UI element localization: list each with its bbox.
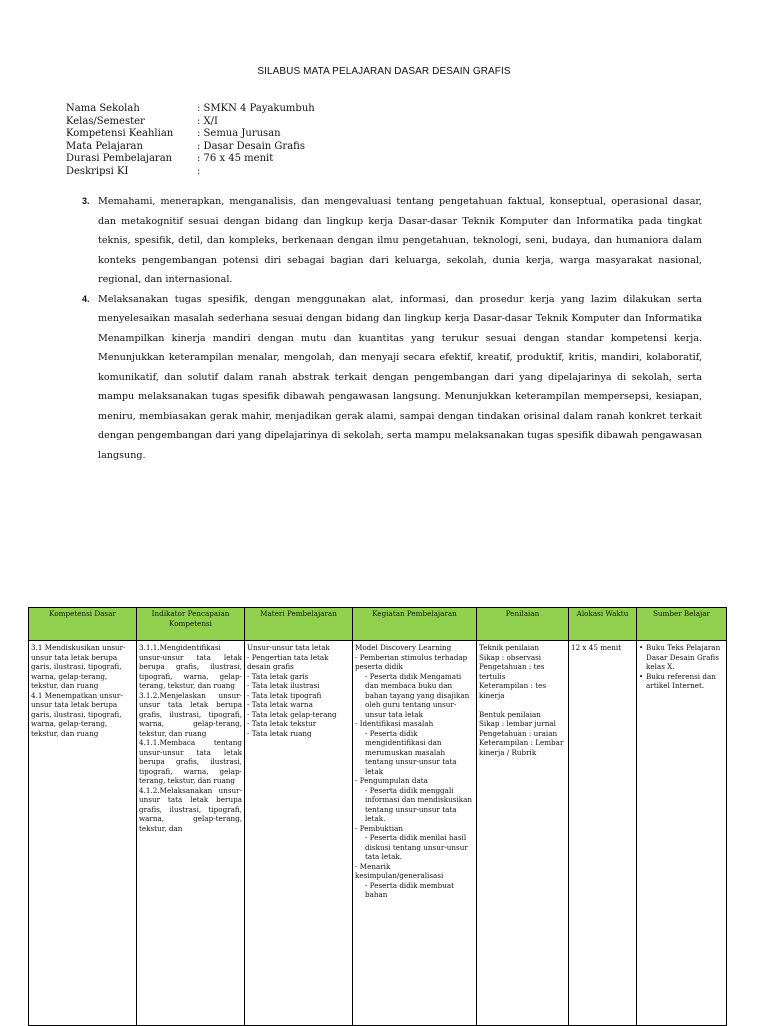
cell-penilaian — [477, 641, 569, 1026]
kd-item: 3.1 Mendiskusikan unsur-unsur tata letak berupa garis, ilustrasi, tipografi, warna, gelap-terang, tekstur, dan ruang — [31, 643, 126, 690]
sumber-item: • Buku Teks Pelajaran Dasar Desain Grafis kelas X. — [639, 643, 724, 672]
materi-item: - Pengertian tata letak desain grafis — [247, 653, 350, 672]
header-indikator: Indikator Pencapaian Kompetensi — [137, 608, 245, 641]
info-label: Kelas/Semester — [66, 115, 145, 127]
materi-list — [247, 653, 350, 739]
materi-item: - Tata letak gelap-terang — [247, 710, 350, 720]
materi-item: - Tata letak tipografi — [247, 691, 350, 701]
cell-materi — [245, 641, 353, 1026]
kegiatan-step: - Pengumpulan data — [355, 776, 428, 785]
ki-number: 3. — [82, 196, 90, 206]
penilaian-line: Keterampilan : tes kinerja — [479, 681, 547, 700]
indikator-item — [139, 738, 242, 786]
indikator-number: 3.1.2. — [139, 690, 160, 700]
materi-item: - Tata letak tekstur — [247, 719, 350, 729]
info-row — [66, 166, 315, 179]
penilaian-line: Sikap : lembar jurnal — [479, 719, 556, 728]
indikator-text: Mengidentifikasi unsur-unsur tata letak berupa grafis, ilustrasi, tipografi, warna, gelap-terang, tekstur, dan ruang — [139, 643, 242, 690]
indikator-text: Melaksanakan unsur-unsur tata letak berupa grafis, ilustrasi, tipografi, warna, gelap-terang, tekstur, dan — [139, 785, 242, 833]
indikator-item — [139, 786, 242, 834]
indikator-number: 4.1.2. — [139, 785, 160, 795]
header-kompetensi-dasar: Kompetensi Dasar — [29, 608, 137, 641]
info-label: Mata Pelajaran — [66, 140, 143, 152]
materi-item: - Tata letak warna — [247, 700, 350, 710]
ki-text: Melaksanakan tugas spesifik, dengan menggunakan alat, informasi, dan prosedur kerja yang lazim dilakukan serta menyelesaikan masalah sederhana sesuai dengan bidang dan lingkup kerja Dasar-dasar Teknik Komputer dan Informatika Menampilkan kinerja mandiri dengan mutu dan kuantitas yang terukur sesuai dengan standar kompetensi kerja. Menunjukkan keterampilan menalar, mengolah, dan menyaji secara efektif, kreatif, produktif, kritis, mandiri, kolaboratif, komunikatif, dan solutif dalam ranah abstrak terkait dengan pengembangan dari yang dipelajarinya di sekolah, serta mampu melaksanakan tugas spesifik dibawah pengawasan langsung. Menunjukkan keterampilan mempersepsi, kesiapan, meniru, membiasakan gerak mahir, menjadikan gerak alami, sampai dengan tindakan orisinal dalam ranah konkret terkait dengan pengembangan dari yang dipelajarinya di sekolah, serta mampu melaksanakan tugas spesifik dibawah pengawasan langsung. — [98, 293, 702, 461]
penilaian-spacer — [479, 700, 566, 710]
syllabus-table — [28, 607, 727, 1026]
cell-kegiatan — [353, 641, 477, 1026]
kegiatan-step: - Menarik kesimpulan/generalisasi — [355, 861, 444, 880]
cell-sumber — [637, 641, 727, 1026]
info-label: Deskripsi KI — [66, 165, 129, 177]
kegiatan-step: - Pembuktian — [355, 823, 403, 833]
penilaian-line: Keterampilan : Lembar kinerja / Rubrik — [479, 738, 564, 757]
info-row — [66, 116, 315, 129]
penilaian-line: Teknik penilaian — [479, 643, 539, 652]
kegiatan-detail: - Peserta didik menilai hasil diskusi tentang unsur-unsur tata letak. — [365, 833, 468, 861]
sumber-list — [639, 643, 724, 691]
sumber-item: • Buku referensi dan artikel Internet. — [639, 672, 724, 691]
info-label: Durasi Pembelajaran — [66, 153, 173, 164]
document-title: SILABUS MATA PELAJARAN DASAR DESAIN GRAFIS — [257, 66, 511, 77]
info-value: : Dasar Desain Grafis — [197, 140, 305, 152]
header-penilaian: Penilaian — [477, 608, 569, 641]
info-value: : SMKN 4 Payakumbuh — [197, 103, 315, 114]
materi-intro: Unsur-unsur tata letak — [247, 643, 330, 652]
cell-alokasi: 12 x 45 menit — [569, 641, 637, 1026]
indikator-text: Membaca tentang unsur-unsur tata letak berupa grafis, ilustrasi, tipografi, warna, gelap-terang, tekstur, dan ruang — [139, 738, 242, 785]
header-kegiatan: Kegiatan Pembelajaran — [353, 608, 477, 641]
header-materi: Materi Pembelajaran — [245, 608, 353, 641]
ki-number: 4. — [82, 293, 90, 304]
kd-item: 4.1 Menempatkan unsur-unsur tata letak berupa garis, ilustrasi, tipografi, warna, gelap-terang, tekstur, dan ruang — [31, 690, 123, 738]
cell-kompetensi-dasar — [29, 641, 137, 1026]
materi-item: - Tata letak ilustrasi — [247, 681, 350, 691]
info-row — [66, 141, 315, 154]
header-sumber: Sumber Belajar — [637, 608, 727, 641]
kegiatan-detail: - Peserta didik membuat bahan — [365, 880, 455, 899]
kegiatan-step: - Pemberian stimulus terhadap peserta didik — [355, 652, 468, 671]
penilaian-line: Bentuk penilaian — [479, 709, 541, 719]
materi-item: - Tata letak garis — [247, 672, 350, 682]
indikator-number: 4.1.1. — [139, 738, 160, 747]
ki-item — [82, 192, 702, 290]
header-alokasi: Alokasi Waktu — [569, 608, 637, 641]
info-label: Nama Sekolah — [66, 103, 140, 114]
info-value: : Semua Jurusan — [197, 128, 281, 139]
indikator-item — [139, 643, 242, 691]
info-row — [66, 153, 315, 166]
info-row — [66, 128, 315, 141]
ki-item — [82, 290, 702, 466]
ki-description — [82, 192, 702, 465]
table-header-row — [29, 608, 727, 641]
indikator-item — [139, 691, 242, 739]
school-info — [66, 103, 315, 178]
penilaian-line: Pengetahuan : tes tertulis — [479, 662, 545, 681]
info-value: : — [197, 165, 201, 177]
materi-item: - Tata letak ruang — [247, 729, 350, 739]
cell-indikator — [137, 641, 245, 1026]
kegiatan-detail: - Peserta didik menggali informasi dan mendiskusikan tentang unsur-unsur tata letak. — [365, 785, 473, 823]
kegiatan-model: Model Discovery Learning — [355, 643, 452, 652]
info-label: Kompetensi Keahlian — [66, 128, 174, 139]
indikator-text: Menjelaskan unsur-unsur tata letak berupa grafis, ilustrasi, tipografi, warna, gelap-terang, tekstur, dan ruang — [139, 690, 242, 738]
indikator-number: 3.1.1. — [139, 643, 160, 652]
kegiatan-step: - Identifikasi masalah — [355, 719, 434, 728]
penilaian-line: Sikap : observasi — [479, 652, 542, 662]
penilaian-line: Pengetahuan : uraian — [479, 728, 558, 738]
kegiatan-detail: - Peserta didik Mengamati dan membaca buku dan bahan tayang yang disajikan oleh guru tentang unsur-unsur tata letak — [365, 671, 470, 719]
kegiatan-detail: - Peserta didik mengidentifikasi dan merumuskan masalah tentang unsur-unsur tata letak — [365, 728, 457, 776]
table-row — [29, 641, 727, 1026]
ki-text: Memahami, menerapkan, menganalisis, dan mengevaluasi tentang pengetahuan faktual, konseptual, operasional dasar, dan metakognitif sesuai dengan bidang dan lingkup kerja Dasar-dasar Teknik Komputer dan Informatika pada tingkat teknis, spesifik, detil, dan kompleks, berkenaan dengan ilmu pengetahuan, teknologi, seni, budaya, dan humaniora dalam konteks pengembangan potensi diri sebagai bagian dari keluarga, sekolah, dunia kerja, warga masyarakat nasional, regional, dan internasional. — [98, 196, 702, 285]
info-row — [66, 103, 315, 116]
info-value: : 76 x 45 menit — [197, 153, 274, 164]
info-value: : X/I — [197, 115, 218, 127]
